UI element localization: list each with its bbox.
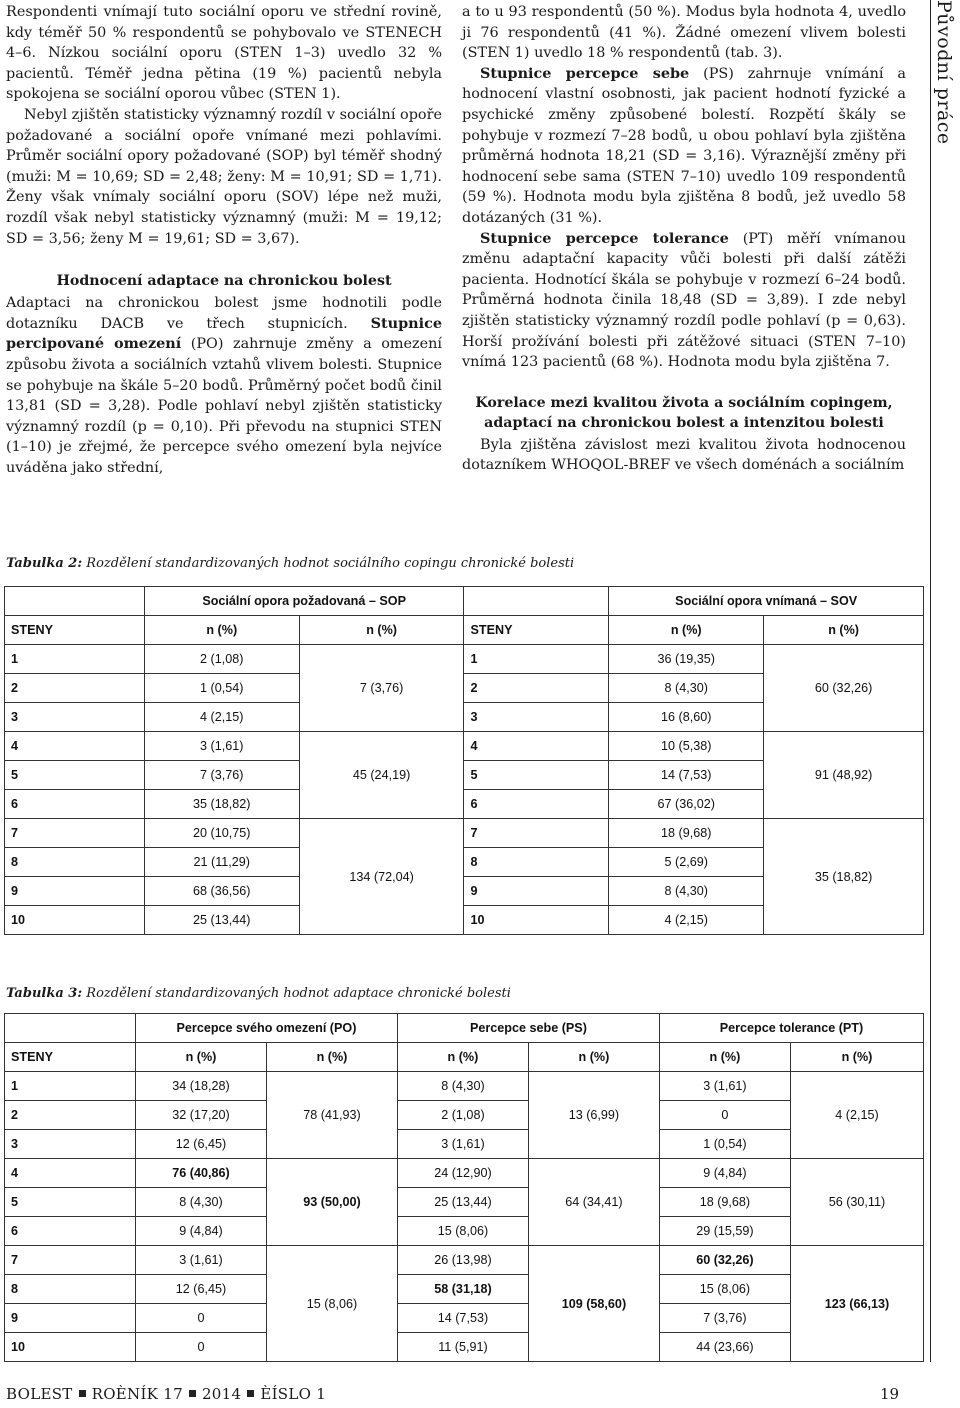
value-cell: 68 (36,56): [144, 877, 299, 906]
value-cell: 5 (2,69): [609, 848, 764, 877]
bold-term: Stupnice percepce tolerance: [480, 229, 729, 247]
value-cell: 25 (13,44): [144, 906, 299, 935]
sten-cell: 9: [464, 877, 609, 906]
caption-label: Tabulka 2:: [6, 556, 83, 571]
col-header-n: n (%): [135, 1043, 266, 1072]
value-cell: 14 (7,53): [609, 761, 764, 790]
sten-cell: 1: [5, 645, 145, 674]
side-rule: [930, 0, 931, 1362]
value-cell: 29 (15,59): [659, 1217, 790, 1246]
group-value-cell: 134 (72,04): [299, 819, 464, 935]
value-cell: 15 (8,06): [397, 1217, 528, 1246]
sten-cell: 9: [5, 1304, 136, 1333]
group-value-cell: 13 (6,99): [528, 1072, 659, 1159]
journal-volume: ROÈNÍK 17: [91, 1385, 183, 1403]
group-value-cell: 45 (24,19): [299, 732, 464, 819]
value-cell: 58 (31,18): [397, 1275, 528, 1304]
value-cell: 14 (7,53): [397, 1304, 528, 1333]
value-cell: 35 (18,82): [144, 790, 299, 819]
group-value-cell: 64 (34,41): [528, 1159, 659, 1246]
side-label-text: Původní práce: [933, 0, 955, 145]
group-value-cell: 35 (18,82): [764, 819, 924, 935]
col-header-n: n (%): [790, 1043, 923, 1072]
col-header-n: n (%): [528, 1043, 659, 1072]
bold-term: Stupnice percipované omezení: [6, 314, 442, 353]
value-cell: 3 (1,61): [135, 1246, 266, 1275]
sten-cell: 6: [464, 790, 609, 819]
section-heading: Hodnocení adaptace na chronickou bolest: [56, 273, 392, 290]
right-text-column: [462, 2, 906, 476]
value-cell: 36 (19,35): [609, 645, 764, 674]
value-cell: 8 (4,30): [609, 877, 764, 906]
table-row: [5, 645, 924, 674]
sten-cell: 4: [5, 732, 145, 761]
col-header-n: n (%): [659, 1043, 790, 1072]
journal-year: 2014: [201, 1385, 242, 1403]
group-header-sov: Sociální opora vnímaná – SOV: [609, 587, 924, 616]
value-cell: 18 (9,68): [659, 1188, 790, 1217]
section-heading: Korelace mezi kvalitou života a sociálním copingem, adaptací na chronickou bolest a intenzitou bolesti: [475, 394, 893, 431]
value-cell: 9 (4,84): [659, 1159, 790, 1188]
group-value-cell: 123 (66,13): [790, 1246, 923, 1362]
group-value-cell: 78 (41,93): [266, 1072, 397, 1159]
table-row: [5, 1333, 924, 1362]
caption-text: Rozdělení standardizovaných hodnot sociálního copingu chronické bolesti: [86, 556, 575, 571]
table-row: [5, 732, 924, 761]
value-cell: 32 (17,20): [135, 1101, 266, 1130]
value-cell: 21 (11,29): [144, 848, 299, 877]
col-header-sten: STENY: [5, 1043, 136, 1072]
value-cell: 12 (6,45): [135, 1130, 266, 1159]
col-header-n: n (%): [764, 616, 924, 645]
group-value-cell: 56 (30,11): [790, 1159, 923, 1246]
table-row: [5, 1072, 924, 1101]
text-run: Adaptaci na chronickou bolest jsme hodnotili podle dotazníku DACB ve třech stupnicích.: [6, 295, 442, 332]
table-group-header-row: [5, 1014, 924, 1043]
table-column-header-row: [5, 1043, 924, 1072]
sten-cell: 8: [5, 1275, 136, 1304]
group-value-cell: 15 (8,06): [266, 1246, 397, 1362]
empty-cell: [5, 587, 145, 616]
value-cell: 60 (32,26): [659, 1246, 790, 1275]
value-cell: 20 (10,75): [144, 819, 299, 848]
value-cell: 0: [135, 1333, 266, 1362]
text-run: (PO) zahrnuje změny a omezení způsobu života a sociálních vztahů vlivem bolesti. Stupnice se pohybuje na škále 5–20 bodů. Průměrný počet bodů činil 13,81 (SD = 3,28). Podle pohlaví nebyl zjištěn statisticky významný rozdíl (p = 0,10). Při převodu na stupnici STEN (1–10) je zřejmé, že percepce svého omezení byla nejvíce uváděna jako střední,: [6, 336, 442, 476]
value-cell: 34 (18,28): [135, 1072, 266, 1101]
sten-cell: 7: [5, 819, 145, 848]
value-cell: 9 (4,84): [135, 1217, 266, 1246]
value-cell: 11 (5,91): [397, 1333, 528, 1362]
page-footer: [6, 1385, 326, 1403]
table3: [4, 1013, 924, 1362]
col-header-n: n (%): [609, 616, 764, 645]
group-header-sop: Sociální opora požadovaná – SOP: [144, 587, 464, 616]
sten-cell: 6: [5, 790, 145, 819]
col-header-sten: STENY: [5, 616, 145, 645]
sten-cell: 8: [5, 848, 145, 877]
sten-cell: 1: [464, 645, 609, 674]
sten-cell: 2: [5, 674, 145, 703]
value-cell: 3 (1,61): [397, 1130, 528, 1159]
value-cell: 8 (4,30): [135, 1188, 266, 1217]
value-cell: 10 (5,38): [609, 732, 764, 761]
sten-cell: 5: [5, 761, 145, 790]
journal-issue: ÈÍSLO 1: [260, 1385, 327, 1403]
paragraph: [462, 229, 906, 373]
value-cell: 0: [135, 1304, 266, 1333]
group-value-cell: 91 (48,92): [764, 732, 924, 819]
group-value-cell: 4 (2,15): [790, 1072, 923, 1159]
col-header-n: n (%): [144, 616, 299, 645]
group-header-pt: Percepce tolerance (PT): [659, 1014, 923, 1043]
left-text-column: [6, 2, 442, 478]
table2-caption: [6, 556, 574, 571]
caption-label: Tabulka 3:: [6, 986, 83, 1001]
table-row: [5, 1217, 924, 1246]
table-row: [5, 1246, 924, 1275]
sten-cell: 3: [5, 1130, 136, 1159]
col-header-n: n (%): [266, 1043, 397, 1072]
sten-cell: 5: [464, 761, 609, 790]
value-cell: 18 (9,68): [609, 819, 764, 848]
col-header-sten: STENY: [464, 616, 609, 645]
journal-name: BOLEST: [6, 1385, 73, 1403]
value-cell: 1 (0,54): [659, 1130, 790, 1159]
section-side-label: [930, 0, 960, 200]
value-cell: 16 (8,60): [609, 703, 764, 732]
sten-cell: 10: [5, 906, 145, 935]
table2: [4, 586, 924, 935]
empty-cell: [464, 587, 609, 616]
square-separator-icon: [79, 1390, 86, 1397]
bold-term: Stupnice percepce sebe: [480, 64, 690, 82]
empty-cell: [5, 1014, 136, 1043]
sten-cell: 10: [464, 906, 609, 935]
text-run: (PS) zahrnuje vnímání a hodnocení vlastní osobnosti, jak pacient hodnotí fyzické a psychické změny způsobené bolestí. Rozpětí škály se pohybuje v rozmezí 7–28 bodů, u obou pohlaví byla zjištěna průměrná hodnota 18,21 (SD = 3,16). Výraznější změny při hodnocení sebe sama (STEN 7–10) uvedlo 109 respondentů (59 %). Hodnota modu byla zjištěna 8 bodů, jež uvedlo 58 dotázaných (31 %).: [462, 65, 906, 226]
value-cell: 0: [659, 1101, 790, 1130]
table-group-header-row: [5, 587, 924, 616]
sten-cell: 7: [5, 1246, 136, 1275]
value-cell: 2 (1,08): [397, 1101, 528, 1130]
value-cell: 4 (2,15): [609, 906, 764, 935]
value-cell: 8 (4,30): [397, 1072, 528, 1101]
table-row: [5, 1159, 924, 1188]
col-header-n: n (%): [397, 1043, 528, 1072]
value-cell: 44 (23,66): [659, 1333, 790, 1362]
table-row: [5, 1188, 924, 1217]
group-value-cell: 60 (32,26): [764, 645, 924, 732]
square-separator-icon: [247, 1390, 254, 1397]
value-cell: 7 (3,76): [144, 761, 299, 790]
paragraph: [6, 293, 442, 478]
value-cell: 76 (40,86): [135, 1159, 266, 1188]
group-header-po: Percepce svého omezení (PO): [135, 1014, 397, 1043]
sten-cell: 10: [5, 1333, 136, 1362]
text-run: (PT) měří vnímanou změnu adaptační kapacity vůči bolesti při další zátěži pacienta. Hodnotící škála se pohybuje v rozmezí 6–24 bodů. Průměrná hodnota činila 18,48 (SD = 3,89). I zde nebyl zjištěn statisticky významný rozdíl podle pohlaví (p = 0,63). Horší prožívání bolesti při zátěžové situaci (STEN 7–10) vnímá 123 pacientů (68 %). Hodnota modu byla zjištěna 7.: [462, 230, 906, 371]
paragraph: a to u 93 respondentů (50 %). Modus byla hodnota 4, uvedlo ji 76 respondentů (41 %). Žádné omezení vlivem bolesti (STEN 1) uvedlo 18 % respondentů (tab. 3).: [462, 4, 906, 62]
value-cell: 67 (36,02): [609, 790, 764, 819]
group-value-cell: 93 (50,00): [266, 1159, 397, 1246]
table-row: [5, 1275, 924, 1304]
sten-cell: 5: [5, 1188, 136, 1217]
value-cell: 24 (12,90): [397, 1159, 528, 1188]
paragraph: Byla zjištěna závislost mezi kvalitou života hodnocenou dotazníkem WHOQOL-BREF ve všech doménách a sociálním: [462, 436, 906, 474]
sten-cell: 2: [464, 674, 609, 703]
sten-cell: 3: [5, 703, 145, 732]
col-header-n: n (%): [299, 616, 464, 645]
group-value-cell: 109 (58,60): [528, 1246, 659, 1362]
group-value-cell: 7 (3,76): [299, 645, 464, 732]
value-cell: 7 (3,76): [659, 1304, 790, 1333]
sten-cell: 8: [464, 848, 609, 877]
table-row: [5, 1130, 924, 1159]
group-header-ps: Percepce sebe (PS): [397, 1014, 659, 1043]
sten-cell: 4: [464, 732, 609, 761]
sten-cell: 7: [464, 819, 609, 848]
table3-caption: [6, 986, 511, 1001]
value-cell: 1 (0,54): [144, 674, 299, 703]
sten-cell: 4: [5, 1159, 136, 1188]
table-row: [5, 1101, 924, 1130]
square-separator-icon: [189, 1390, 196, 1397]
value-cell: 2 (1,08): [144, 645, 299, 674]
value-cell: 26 (13,98): [397, 1246, 528, 1275]
value-cell: 3 (1,61): [144, 732, 299, 761]
value-cell: 12 (6,45): [135, 1275, 266, 1304]
table-column-header-row: [5, 616, 924, 645]
table-row: [5, 1304, 924, 1333]
caption-text: Rozdělení standardizovaných hodnot adaptace chronické bolesti: [86, 986, 511, 1001]
value-cell: 25 (13,44): [397, 1188, 528, 1217]
paragraph: Respondenti vnímají tuto sociální oporu ve střední rovině, kdy téměř 50 % respondentů se pohybovalo ve STENECH 4–6. Nízkou sociální oporu (STEN 1–3) uvedlo 32 % pacientů. Téměř jedna pětina (19 %) pacientů nebyla spokojena se sociální oporou vůbec (STEN 1).: [6, 4, 442, 103]
value-cell: 4 (2,15): [144, 703, 299, 732]
paragraph: Nebyl zjištěn statisticky významný rozdíl v sociální opoře požadované a sociální opoře vnímané mezi pohlavími. Průměr sociální opory požadované (SOP) byl téměř shodný (muži: M = 10,69; SD = 2,48; ženy: M = 10,91; SD = 1,71). Ženy však vnímaly sociální oporu (SOV) lépe než muži, rozdíl však nebyl statisticky významný (muži: M = 19,12; SD = 3,56; ženy M = 19,61; SD = 3,67).: [6, 106, 442, 247]
paragraph: [462, 64, 906, 229]
sten-cell: 3: [464, 703, 609, 732]
value-cell: 3 (1,61): [659, 1072, 790, 1101]
sten-cell: 1: [5, 1072, 136, 1101]
sten-cell: 9: [5, 877, 145, 906]
value-cell: 15 (8,06): [659, 1275, 790, 1304]
sten-cell: 2: [5, 1101, 136, 1130]
value-cell: 8 (4,30): [609, 674, 764, 703]
sten-cell: 6: [5, 1217, 136, 1246]
table-row: [5, 819, 924, 848]
page-number: 19: [880, 1385, 900, 1403]
